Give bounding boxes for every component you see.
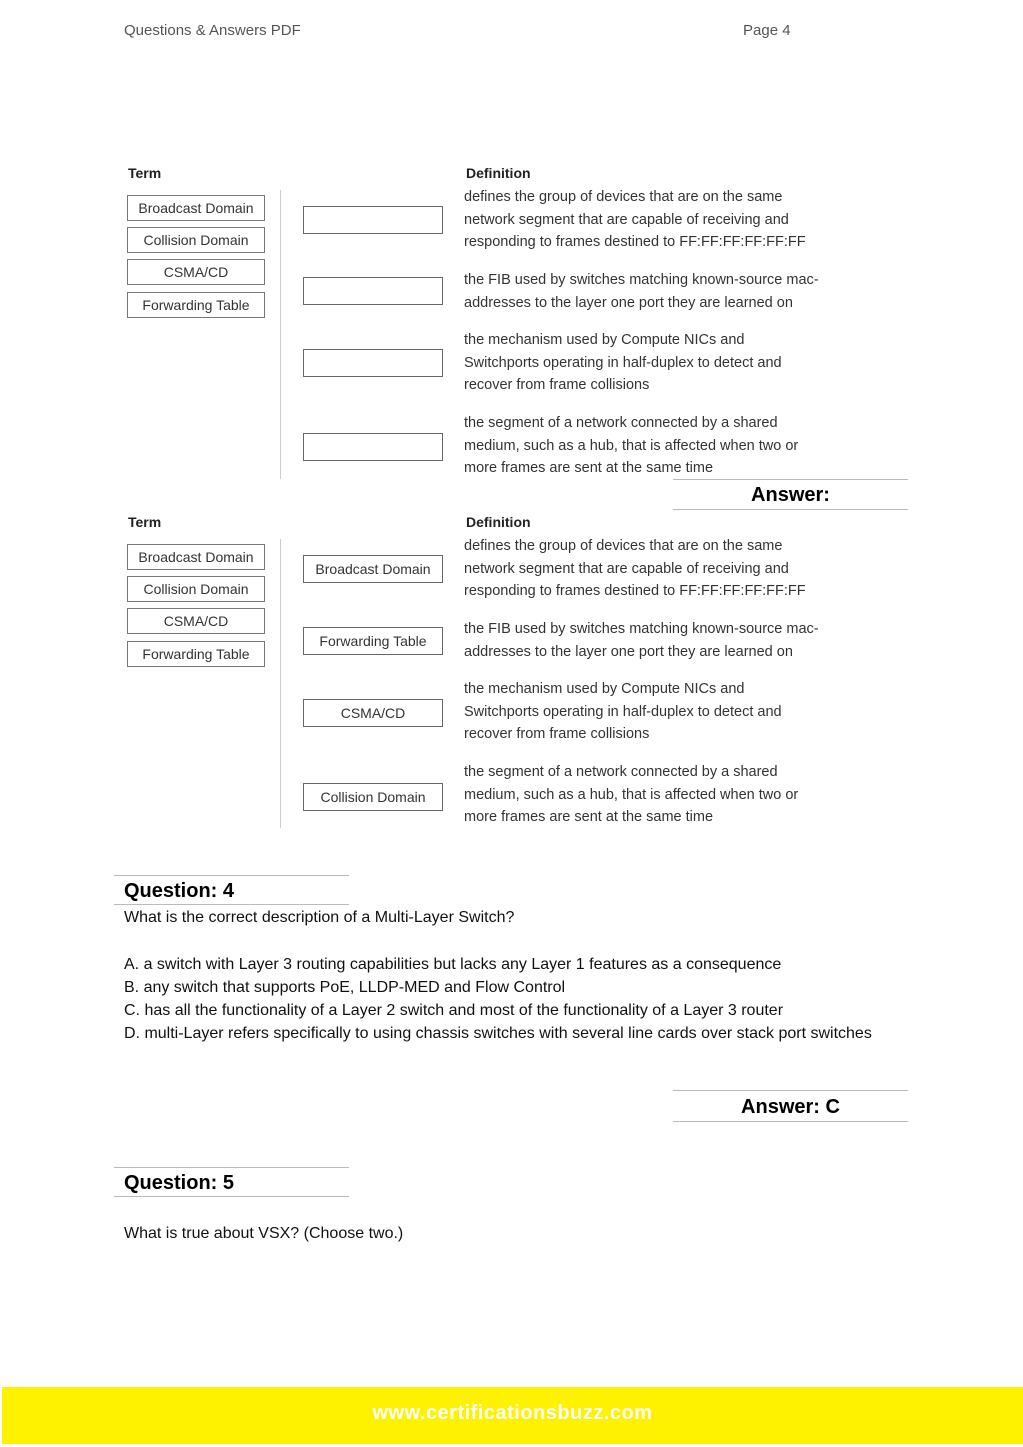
term-item: CSMA/CD <box>127 608 265 634</box>
term-item[interactable]: CSMA/CD <box>127 259 265 285</box>
term-item: Collision Domain <box>127 576 265 602</box>
term-item[interactable]: Collision Domain <box>127 227 265 253</box>
definition-3: the mechanism used by Compute NICs and Switchports operating in half-duplex to detect and recover from frame collisions <box>464 681 782 742</box>
drag-drop-question <box>124 164 914 484</box>
question-4-title: Question: 4 <box>114 875 349 905</box>
definition-header: Definition <box>466 514 531 530</box>
answer-slot: Broadcast Domain <box>303 555 443 583</box>
term-header: Term <box>128 514 162 530</box>
drop-slot[interactable] <box>303 206 443 234</box>
definition-3: the mechanism used by Compute NICs and Switchports operating in half-duplex to detect and recover from frame collisions <box>464 332 782 393</box>
definition-header: Definition <box>466 165 531 181</box>
answer-slot: CSMA/CD <box>303 699 443 727</box>
definition-1: defines the group of devices that are on the same network segment that are capable of receiving and responding to frames destined to FF:FF:FF:FF:FF:FF <box>464 538 806 599</box>
term-item[interactable]: Forwarding Table <box>127 292 265 318</box>
option-d: D. multi-Layer refers specifically to using chassis switches with several line cards over stack port switches <box>124 1025 872 1042</box>
drop-slot[interactable] <box>303 277 443 305</box>
page-number: Page 4 <box>743 22 791 39</box>
question-4-answer: Answer: C <box>673 1090 908 1122</box>
option-b: B. any switch that supports PoE, LLDP-MED and Flow Control <box>124 979 566 996</box>
divider <box>280 190 281 479</box>
footer-banner <box>2 1387 1023 1444</box>
term-item: Broadcast Domain <box>127 544 265 570</box>
definition-1: defines the group of devices that are on the same network segment that are capable of receiving and responding to frames destined to FF:FF:FF:FF:FF:FF <box>464 189 806 250</box>
footer-url[interactable]: www.certificationsbuzz.com <box>372 1402 653 1424</box>
question-4-text: What is the correct description of a Multi-Layer Switch? <box>124 909 515 926</box>
question-5-title: Question: 5 <box>114 1167 349 1197</box>
term-header: Term <box>128 165 162 181</box>
definition-2: the FIB used by switches matching known-source mac- addresses to the layer one port they are learned on <box>464 621 819 660</box>
answer-label: Answer: <box>673 479 908 510</box>
divider <box>280 539 281 828</box>
option-c: C. has all the functionality of a Layer 2 switch and most of the functionality of a Layer 3 router <box>124 1002 784 1019</box>
answer-slot: Collision Domain <box>303 783 443 811</box>
drop-slot[interactable] <box>303 433 443 461</box>
option-a: A. a switch with Layer 3 routing capabilities but lacks any Layer 1 features as a consequence <box>124 956 782 973</box>
definition-4: the segment of a network connected by a shared medium, such as a hub, that is affected when two or more frames are sent at the same time <box>464 764 799 825</box>
term-item: Forwarding Table <box>127 641 265 667</box>
answer-slot: Forwarding Table <box>303 627 443 655</box>
question-5-text: What is true about VSX? (Choose two.) <box>124 1225 404 1242</box>
drag-drop-answer <box>124 513 914 833</box>
definition-2: the FIB used by switches matching known-source mac- addresses to the layer one port they are learned on <box>464 272 819 311</box>
definition-4: the segment of a network connected by a shared medium, such as a hub, that is affected when two or more frames are sent at the same time <box>464 415 799 476</box>
header-title: Questions & Answers PDF <box>124 22 301 39</box>
term-item[interactable]: Broadcast Domain <box>127 195 265 221</box>
drop-slot[interactable] <box>303 349 443 377</box>
